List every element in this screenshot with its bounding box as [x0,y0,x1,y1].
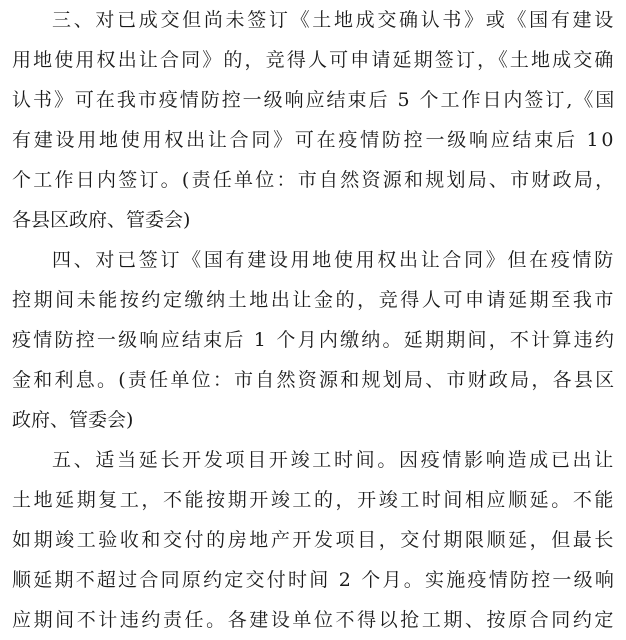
text-line: 如期竣工验收和交付的房地产开发项目，交付期限顺延，但最长 [12,529,616,551]
text-line: 疫情防控一级响应结束后 1 个月内缴纳。延期期间，不计算违约 [12,329,617,351]
text-line: 三、对已成交但尚未签订《土地成交确认书》或《国有建设 [52,9,616,31]
text-line: 金和利息。(责任单位：市自然资源和规划局、市财政局，各县区 [12,369,617,391]
text-line: 各县区政府、管委会) [12,209,191,231]
text-line: 有建设用地使用权出让合同》可在疫情防控一级响应结束后 10 [12,129,617,151]
text-line: 五、适当延长开发项目开竣工时间。因疫情影响造成已出让 [52,449,616,471]
text-line: 应期间不计违约责任。各建设单位不得以抢工期、按原合同约定 [12,609,616,631]
text-line: 认书》可在我市疫情防控一级响应结束后 5 个工作日内签订,《国 [12,89,617,111]
text-line: 四、对已签订《国有建设用地使用权出让合同》但在疫情防 [52,249,616,271]
text-line: 政府、管委会) [12,409,134,431]
text-line: 土地延期复工，不能按期开竣工的，开竣工时间相应顺延。不能 [12,489,616,511]
text-line: 顺延期不超过合同原约定交付时间 2 个月。实施疫情防控一级响 [12,569,617,591]
text-line: 控期间未能按约定缴纳土地出让金的，竞得人可申请延期至我市 [12,289,616,311]
text-line: 用地使用权出让合同》的，竞得人可申请延期签订，《土地成交确 [12,49,616,71]
text-line: 个工作日内签订。(责任单位：市自然资源和规划局、市财政局， [12,169,617,191]
